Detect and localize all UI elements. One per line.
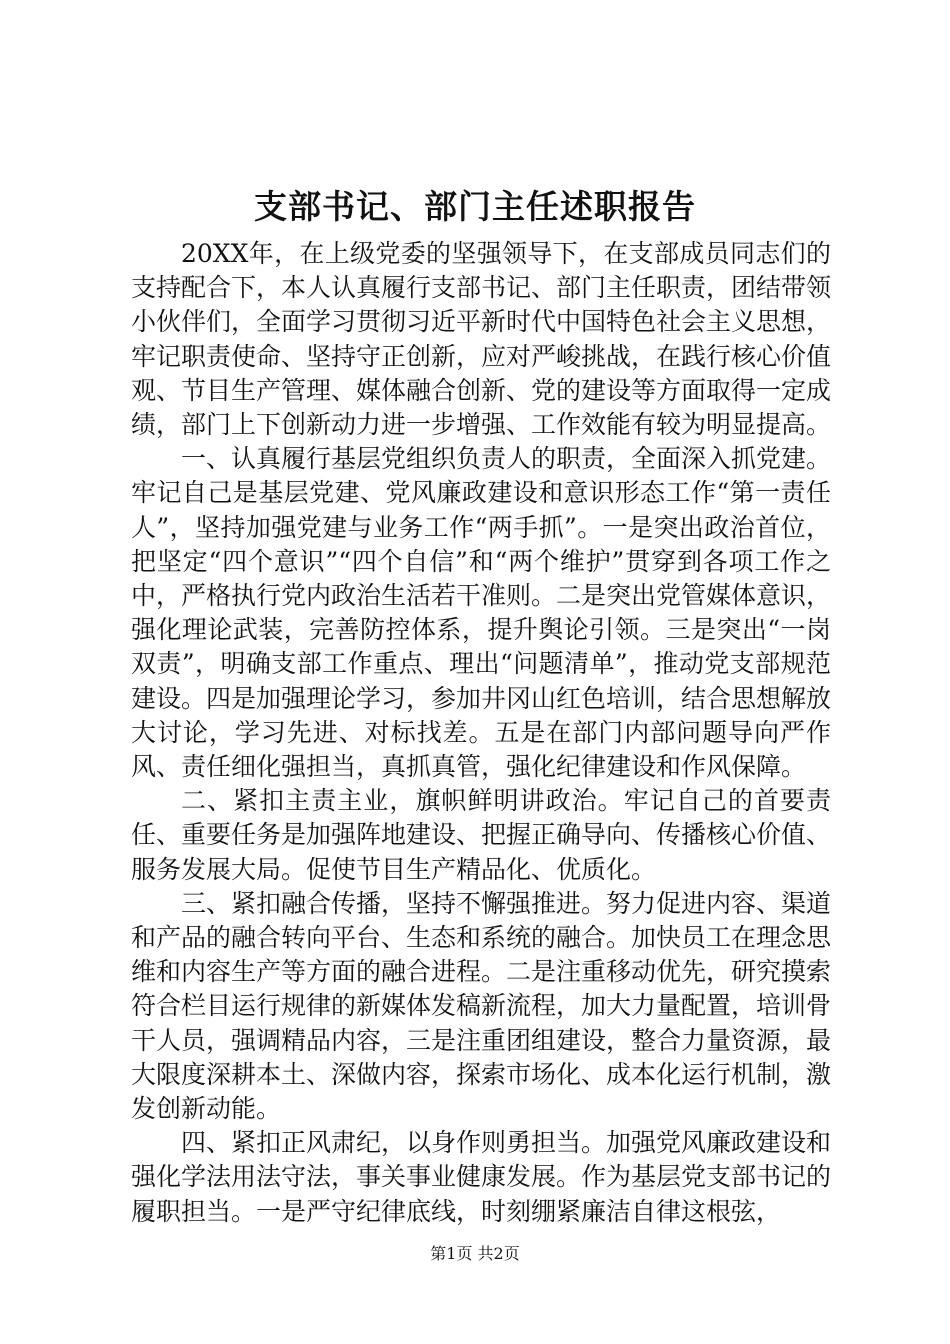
page-number-footer: 第1页 共2页 [430, 1244, 520, 1263]
document-title: 支部书记、部门主任述职报告 [254, 187, 696, 226]
section-two-paragraph: 二、紧扣主责主业，旗帜鲜明讲政治。牢记自己的首要责任、重要任务是加强阵地建设、把握正确导向、传播核心价值、服务发展大局。促使节目生产精品化、优质化。 [131, 786, 832, 884]
section-four-paragraph: 四、紧扣正风肃纪，以身作则勇担当。加强党风廉政建设和强化学法用法守法，事关事业健康发展。作为基层党支部书记的履职担当。一是严守纪律底线，时刻绷紧廉洁自律这根弦， [131, 1128, 832, 1226]
section-three-paragraph: 三、紧扣融合传播，坚持不懈强推进。努力促进内容、渠道和产品的融合转向平台、生态和系统的融合。加快员工在理念思维和内容生产等方面的融合进程。二是注重移动优先，研究摸索符合栏目运行规律的新媒体发稿新流程，加大力量配置，培训骨干人员，强调精品内容，三是注重团组建设，整合力量资源，最大限度深耕本土、深做内容，探索市场化、成本化运行机制，激发创新动能。 [131, 888, 832, 1124]
document-body [131, 237, 831, 1229]
section-one-paragraph: 一、认真履行基层党组织负责人的职责，全面深入抓党建。牢记自己是基层党建、党风廉政建设和意识形态工作“第一责任人”，坚持加强党建与业务工作“两手抓”。一是突出政治首位，把坚定“四个意识”“四个自信”和“两个维护”贯穿到各项工作之中，严格执行党内政治生活若干准则。二是突出党管媒体意识，强化理论武装，完善防控体系，提升舆论引领。三是突出“一岗双责”，明确支部工作重点、理出“问题清单”，推动党支部规范建设。四是加强理论学习，参加井冈山红色培训，结合思想解放大讨论，学习先进、对标找差。五是在部门内部问题导向严作风、责任细化强担当，真抓真管，强化纪律建设和作风保障。 [131, 444, 832, 782]
intro-paragraph: 20XX年，在上级党委的坚强领导下，在支部成员同志们的支持配合下，本人认真履行支部书记、部门主任职责，团结带领小伙伴们，全面学习贯彻习近平新时代中国特色社会主义思想，牢记职责使命、坚持守正创新，应对严峻挑战，在践行核心价值观、节目生产管理、媒体融合创新、党的建设等方面取得一定成绩，部门上下创新动力进一步增强、工作效能有较为明显提高。 [131, 239, 832, 440]
